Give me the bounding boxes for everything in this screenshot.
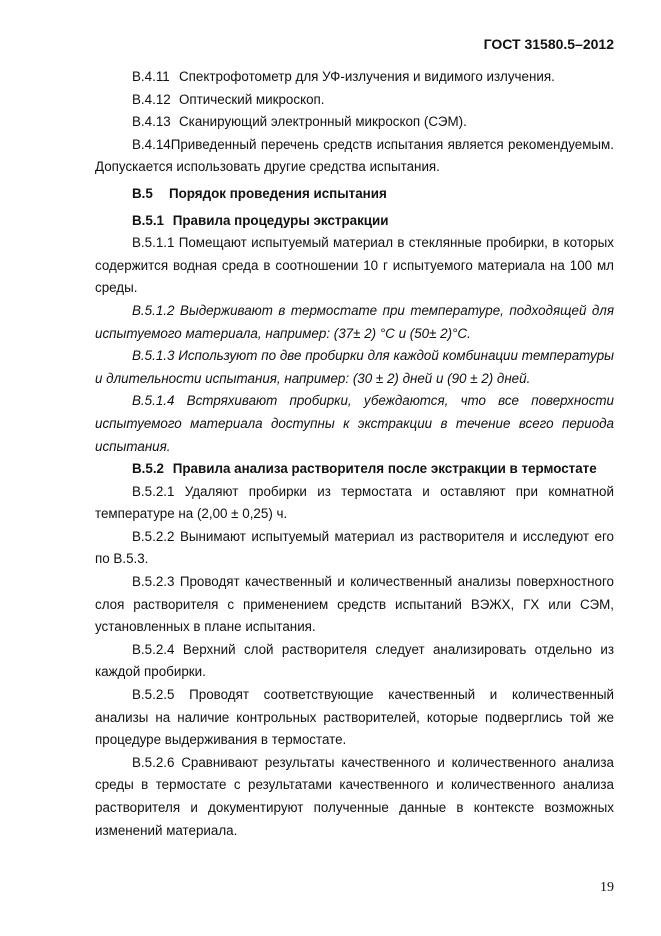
paragraph-b-5-2-2: В.5.2.2 Вынимают испытуемый материал из растворителя и исследуют его по В.5.3.: [95, 528, 614, 567]
item-number: В.4.13: [132, 114, 171, 130]
section-title: Правила анализа растворителя после экстракции в термостате: [172, 461, 597, 477]
paragraph-b-5-2-3: В.5.2.3 Проводят качественный и количественный анализы поверхностного слоя растворителя с применением средств испытаний ВЭЖХ, ГХ или СЭМ, установленных в плане испытания.: [95, 574, 614, 635]
list-item: [95, 89, 614, 112]
paragraph-b-5-2-5: В.5.2.5 Проводят соответствующие качественный и количественный анализы на наличие контрольных растворителей, которые подверглись той же процедуре выдерживания в термостате.: [95, 687, 614, 748]
section-number: В.5: [132, 185, 153, 201]
item-number: В.4.11: [132, 69, 170, 84]
list-item: [95, 111, 614, 134]
item-text: Спектрофотометр для УФ-излучения и видимого излучения.: [179, 69, 555, 84]
page-number: 19: [600, 880, 614, 895]
list-item: [95, 66, 614, 89]
paragraph-b-5-2-4: В.5.2.4 Верхний слой растворителя следует анализировать отдельно из каждой пробирки.: [95, 641, 614, 680]
paragraph-b-5-1-4: В.5.1.4 Встряхивают пробирки, убеждаются, что все поверхности испытуемого материала доступны к экстракции в течение всего периода испытания.: [95, 393, 614, 454]
section-heading-b-5-2: [95, 458, 614, 481]
paragraph-b-5-2-6: В.5.2.6 Сравнивают результаты качественного и количественного анализа среды в термостате с результатами качественного и количественного анализа растворителя и документируют полученные данные в контексте возможных изменений материала.: [95, 754, 614, 838]
item-text: Оптический микроскоп.: [179, 91, 325, 107]
paragraph-b-5-1-3: В.5.1.3 Используют по две пробирки для каждой комбинации температуры и длительности испытания, например: (30 ± 2) дней и (90 ± 2) дней.: [95, 348, 614, 386]
section-title: Правила процедуры экстракции: [172, 212, 389, 228]
section-title: Порядок проведения испытания: [169, 185, 387, 201]
document-body: [95, 66, 614, 842]
item-number: В.4.12: [132, 91, 171, 107]
paragraph-b-5-1-2: В.5.1.2 Выдерживают в термостате при температуре, подходящей для испытуемого материала, например: (37± 2) °С и (50± 2)°С.: [95, 302, 614, 341]
paragraph-b-4-14: В.4.14Приведенный перечень средств испытания является рекомендуемым. Допускается использовать другие средства испытания.: [95, 136, 614, 175]
paragraph-b-5-1-1: В.5.1.1 Помещают испытуемый материал в стеклянные пробирки, в которых содержится водная среда в соотношении 10 г испытуемого материала на 100 мл среды.: [95, 235, 614, 296]
section-heading-b-5: [95, 183, 614, 206]
document-header-standard: ГОСТ 31580.5–2012: [483, 36, 614, 52]
item-text: Сканирующий электронный микроскоп (СЭМ).: [179, 114, 467, 130]
paragraph-b-5-2-1: В.5.2.1 Удаляют пробирки из термостата и оставляют при комнатной температуре на (2,00 ± 0,25) ч.: [95, 483, 614, 522]
section-heading-b-5-1: [95, 210, 614, 233]
section-number: В.5.2: [132, 461, 165, 477]
section-number: В.5.1: [132, 212, 165, 228]
